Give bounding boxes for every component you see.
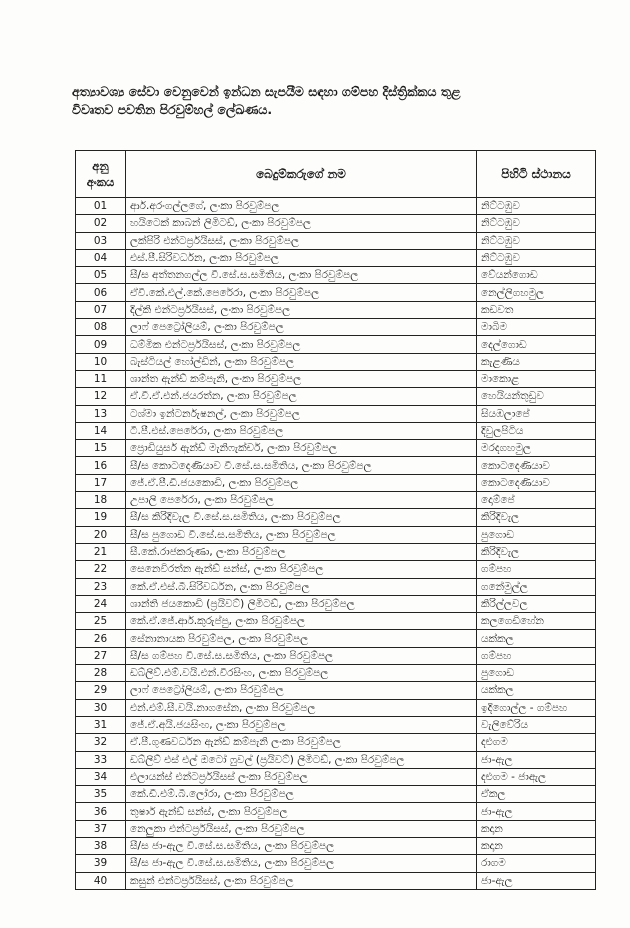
cell-location: ඒකල (477, 786, 596, 803)
cell-location: කදාන (477, 837, 596, 854)
cell-number: 03 (76, 232, 126, 249)
table-row (76, 405, 596, 422)
cell-location: කලගෙඩිහේන (477, 613, 596, 630)
cell-location: නිට්ටඹුව (477, 198, 596, 215)
table-row (76, 595, 596, 612)
cell-distributor-name: දිල්කි එන්ටර්ප්‍රයිසස්, ලංකා පිරවුම්පල (126, 301, 477, 318)
cell-location: කිරිදිවැල (477, 543, 596, 560)
table-row (76, 370, 596, 387)
table-row (76, 336, 596, 353)
cell-distributor-name: හයිටෙක් කාබන් ලිමිටඩ්, ලංකා පිරවුම්පල (126, 215, 477, 232)
cell-distributor-name: සී/ස පුගොඩ වී.සේ.ස.සමිතිය, ලංකා පිරවුම්පල (126, 526, 477, 543)
table-row (76, 509, 596, 526)
table-row (76, 578, 596, 595)
cell-location: මාබිම (477, 319, 596, 336)
cell-distributor-name: සේනානායක පිරවුම්පල, ලංකා පිරවුම්පල (126, 630, 477, 647)
cell-number: 09 (76, 336, 126, 353)
cell-location: නිට්ටඹුව (477, 249, 596, 266)
cell-number: 26 (76, 630, 126, 647)
cell-number: 05 (76, 267, 126, 284)
cell-number: 08 (76, 319, 126, 336)
cell-distributor-name: සෙනෙවිරත්න ඇන්ඩ් සන්ස්, ලංකා පිරවුම්පල (126, 561, 477, 578)
table-row (76, 232, 596, 249)
cell-distributor-name: සී/ස කිරිදිවැල වී.සේ.ස.සමිතිය, ලංකා පිරවුම්පල (126, 509, 477, 526)
cell-location: නෙල්ලිගහමුල (477, 284, 596, 301)
cell-distributor-name: ජේ.ඒ.පී.ඩී.ජයකොඩි, ලංකා පිරවුම්පල (126, 474, 477, 491)
cell-location: දොම්පේ (477, 492, 596, 509)
cell-distributor-name: ඩබ්ලිව්.එම්.වයි.එන්.වීරසිංහ, ලංකා පිරවුම්පල (126, 665, 477, 682)
cell-number: 11 (76, 370, 126, 387)
cell-number: 36 (76, 803, 126, 820)
cell-location: කොටදෙණියාව (477, 457, 596, 474)
table-row (76, 768, 596, 785)
cell-number: 17 (76, 474, 126, 491)
cell-distributor-name: බැස්ටියල් හෝල්ඩින්, ලංකා පිරවුම්පල (126, 353, 477, 370)
cell-distributor-name: නෙලුකා එන්ටර්ප්‍රයිසස්, ලංකා පිරවුම්පල (126, 820, 477, 837)
cell-number: 34 (76, 768, 126, 785)
table-row (76, 837, 596, 854)
heading-line-1: අත්‍යාවශ්‍ය සේවා වෙනුවෙන් ඉන්ධන සැපයීම සඳහා ගම්පහ දිස්ත්‍රික්කය තුළ (72, 84, 461, 99)
cell-number: 30 (76, 699, 126, 716)
column-header-number-line-1: අනු (92, 159, 109, 173)
table-row (76, 543, 596, 560)
cell-distributor-name: එන්.එම්.සී.වයි.නාගසේන, ලංකා පිරවුම්පල (126, 699, 477, 716)
cell-distributor-name: සී/ස ජා-ඇල වී.සේ.ස.සමිතිය, ලංකා පිරවුම්පල (126, 855, 477, 872)
cell-location: ජා-ඇල (477, 803, 596, 820)
table-row (76, 422, 596, 439)
cell-distributor-name: සී/ස අත්තනගල්ල වී.සේ.ස.සමිතිය, ලංකා පිරවුම්පල (126, 267, 477, 284)
cell-location: ජා-ඇල (477, 872, 596, 889)
cell-distributor-name: කේ.ඩී.එම්.බී.ලෝරා, ලංකා පිරවුම්පල (126, 786, 477, 803)
cell-location: කැළණිය (477, 353, 596, 370)
cell-number: 18 (76, 492, 126, 509)
cell-distributor-name: ඒවී.කේ.එල්.කේ.පෙරේරා, ලංකා පිරවුම්පල (126, 284, 477, 301)
cell-location: ගම්පහ (477, 647, 596, 664)
table-row (76, 665, 596, 682)
cell-number: 24 (76, 595, 126, 612)
cell-number: 40 (76, 872, 126, 889)
cell-distributor-name: ඒ.පී.ගුණවර්ධන ඇන්ඩ් කම්පැනි ලංකා පිරවුම්පල (126, 734, 477, 751)
cell-location: නිට්ටඹුව (477, 232, 596, 249)
cell-distributor-name: ශාන්ති ජයකොඩි (ප්‍රයිවට්) ලිමිටඩ්, ලංකා පිරවුම්පල (126, 595, 477, 612)
cell-distributor-name: ආර්.අරංගල්ලගේ, ලංකා පිරවුම්පල (126, 198, 477, 215)
cell-number: 32 (76, 734, 126, 751)
table-row (76, 526, 596, 543)
cell-distributor-name: උපාලි පෙරේරා, ලංකා පිරවුම්පල (126, 492, 477, 509)
cell-distributor-name: ප්‍රොඩියුසර් ඇන්ඩ් මැනිෆැක්චර්, ලංකා පිරවුම්පල (126, 440, 477, 457)
table-row (76, 803, 596, 820)
table-row (76, 699, 596, 716)
cell-location: වේයන්ගොඩ (477, 267, 596, 284)
heading-line-2: විවෘතව පවතින පිරවුම්හල් ලේඛණය. (72, 102, 273, 117)
table-row (76, 440, 596, 457)
column-header-number (76, 151, 126, 198)
table-row (76, 249, 596, 266)
table-row (76, 492, 596, 509)
cell-location: පුගොඩ (477, 526, 596, 543)
cell-location: සියඹලාපේ (477, 405, 596, 422)
cell-number: 28 (76, 665, 126, 682)
cell-distributor-name: සී.කේ.රාජකරුණා, ලංකා පිරවුම්පල (126, 543, 477, 560)
table-row (76, 388, 596, 405)
cell-distributor-name: ලක්පිරි එන්ටර්ප්‍රයිසස්, ලංකා පිරවුම්පල (126, 232, 477, 249)
cell-distributor-name: ජේ.ඒ.අයි.ජයසිංහ, ලංකා පිරවුම්පල (126, 716, 477, 733)
cell-location: ජා-ඇල (477, 751, 596, 768)
cell-distributor-name: ලාෆ් පෙට්‍රෝලියම්, ලංකා පිරවුම්පල (126, 682, 477, 699)
cell-distributor-name: කේ.ඒ.එස්.බී.සිරිවර්ධන, ලංකා පිරවුම්පල (126, 578, 477, 595)
column-header-number-line-2: අංකය (86, 175, 115, 189)
cell-number: 01 (76, 198, 126, 215)
cell-distributor-name: සී/ස ගම්පහ වී.සේ.ස.සමිතිය, ලංකා පිරවුම්පල (126, 647, 477, 664)
table-body (76, 198, 596, 890)
cell-distributor-name: කේ.ඒ.ජේ.ආර්.කුරුප්පු, ලංකා පිරවුම්පල (126, 613, 477, 630)
cell-distributor-name: ධම්මික එන්ටර්ප්‍රයිසස්, ලංකා පිරවුම්පල (126, 336, 477, 353)
cell-distributor-name: කසුන් එන්ටර්ප්‍රයිසස්, ලංකා පිරවුම්පල (126, 872, 477, 889)
cell-number: 29 (76, 682, 126, 699)
table-row (76, 751, 596, 768)
table-row (76, 284, 596, 301)
table-row (76, 198, 596, 215)
column-header-name: බෙදුම්කරුගේ නම (126, 151, 477, 198)
table-row (76, 855, 596, 872)
table-row (76, 786, 596, 803)
cell-number: 31 (76, 716, 126, 733)
cell-number: 39 (76, 855, 126, 872)
cell-location: ඉදිගොල්ල - ගම්පහ (477, 699, 596, 716)
cell-number: 33 (76, 751, 126, 768)
table-row (76, 561, 596, 578)
table-row (76, 630, 596, 647)
column-header-location: පිහිටි ස්ථානය (477, 151, 596, 198)
cell-location: මාකොළ (477, 370, 596, 387)
cell-distributor-name: තුෂාර් ඇන්ඩ් සන්ස්, ලංකා පිරවුම්පල (126, 803, 477, 820)
cell-location: කදාන (477, 820, 596, 837)
cell-number: 02 (76, 215, 126, 232)
cell-number: 20 (76, 526, 126, 543)
table-row (76, 474, 596, 491)
cell-number: 07 (76, 301, 126, 318)
table-header-row (76, 151, 596, 198)
table-row (76, 820, 596, 837)
cell-location: කිරිල්ලවල (477, 595, 596, 612)
cell-number: 16 (76, 457, 126, 474)
cell-location: නිට්ටඹුව (477, 215, 596, 232)
table-row (76, 682, 596, 699)
cell-location: කඩවත (477, 301, 596, 318)
cell-number: 38 (76, 837, 126, 854)
cell-distributor-name: සී/ස ජා-ඇල වී.සේ.ස.සමිතිය, ලංකා පිරවුම්පල (126, 837, 477, 854)
cell-location: කිරිදිවැල (477, 509, 596, 526)
cell-location: දෙල්ගොඩ (477, 336, 596, 353)
cell-number: 10 (76, 353, 126, 370)
table-row (76, 734, 596, 751)
cell-number: 15 (76, 440, 126, 457)
cell-number: 27 (76, 647, 126, 664)
table-row (76, 457, 596, 474)
cell-number: 19 (76, 509, 126, 526)
cell-location: දළුගම (477, 734, 596, 751)
table-row (76, 215, 596, 232)
cell-distributor-name: ඩබ්ලිව් එස් එල් ඔටෝ ෆුවල් (ප්‍රයිවට්) ලිමිටඩ්, ලංකා පිරවුම්පල (126, 751, 477, 768)
cell-location: ගම්පහ (477, 561, 596, 578)
cell-number: 04 (76, 249, 126, 266)
cell-location: පුගොඩ (477, 665, 596, 682)
cell-distributor-name: ටශ්මා ඉන්ටර්නැෂනල්, ලංකා පිරවුම්පල (126, 405, 477, 422)
cell-location: මරදගහමුල (477, 440, 596, 457)
cell-distributor-name: ලාෆ් පෙට්‍රෝලියම්, ලංකා පිරවුම්පල (126, 319, 477, 336)
cell-number: 35 (76, 786, 126, 803)
cell-distributor-name: සී/ස කොටදෙණියාව වී.සේ.ස.සමිතිය, ලංකා පිරවුම්පල (126, 457, 477, 474)
table-row (76, 353, 596, 370)
cell-distributor-name: එස්.පී.සිරිවර්ධන, ලංකා පිරවුම්පල (126, 249, 477, 266)
cell-location: දිවුලපිටිය (477, 422, 596, 439)
table-row (76, 301, 596, 318)
table-row (76, 716, 596, 733)
cell-number: 37 (76, 820, 126, 837)
cell-distributor-name: එලායන්ස් එන්ටර්ප්‍රයිසස් ලංකා පිරවුම්පල (126, 768, 477, 785)
cell-location: යක්කල (477, 630, 596, 647)
cell-distributor-name: ඒ.වී.ඒ.එන්.ජයරත්න, ලංකා පිරවුම්පල (126, 388, 477, 405)
cell-distributor-name: ටී.පී.එස්.පෙරේරා, ලංකා පිරවුම්පල (126, 422, 477, 439)
table-row (76, 872, 596, 889)
cell-number: 21 (76, 543, 126, 560)
table-row (76, 267, 596, 284)
table-row (76, 647, 596, 664)
cell-location: ගනේමුල්ල (477, 578, 596, 595)
cell-number: 12 (76, 388, 126, 405)
cell-number: 06 (76, 284, 126, 301)
document-heading (72, 83, 592, 119)
cell-distributor-name: ශාන්ත ඇන්ඩ් කම්පැනි, ලංකා පිරවුම්පල (126, 370, 477, 387)
cell-number: 22 (76, 561, 126, 578)
cell-location: හෙයියන්තුඩුව (477, 388, 596, 405)
cell-location: යක්කල (477, 682, 596, 699)
cell-number: 25 (76, 613, 126, 630)
filling-stations-table (75, 150, 596, 890)
cell-location: දළුගම - ජාඇල (477, 768, 596, 785)
cell-number: 14 (76, 422, 126, 439)
cell-location: රාගම (477, 855, 596, 872)
cell-location: වැලිවේරිය (477, 716, 596, 733)
cell-number: 23 (76, 578, 126, 595)
cell-number: 13 (76, 405, 126, 422)
table-row (76, 613, 596, 630)
table-row (76, 319, 596, 336)
cell-location: කොටදෙණියාව (477, 474, 596, 491)
